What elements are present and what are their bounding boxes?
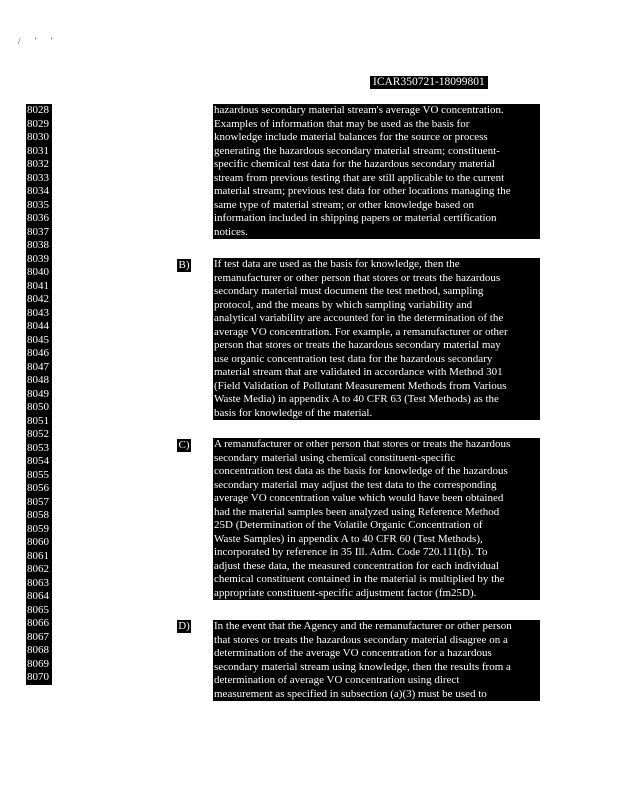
text-line: A remanufacturer or other person that stores or treats the hazardous xyxy=(213,438,540,452)
line-number: 8048 xyxy=(26,374,52,388)
line-number: 8047 xyxy=(26,361,52,375)
line-number: 8053 xyxy=(26,442,52,456)
paragraph-d xyxy=(213,620,540,701)
line-number: 8031 xyxy=(26,145,52,159)
text-line: secondary material must document the test method, sampling xyxy=(213,285,540,299)
text-line: notices. xyxy=(213,226,540,240)
paragraph-c xyxy=(213,438,540,600)
line-number: 8036 xyxy=(26,212,52,226)
paragraph-b xyxy=(213,258,540,420)
line-number: 8049 xyxy=(26,388,52,402)
line-number: 8034 xyxy=(26,185,52,199)
paragraph-marker-c: C) xyxy=(178,439,190,451)
line-number: 8037 xyxy=(26,226,52,240)
paragraph-continuation xyxy=(213,104,540,239)
line-number: 8055 xyxy=(26,469,52,483)
text-line: average VO concentration value which would have been obtained xyxy=(213,492,540,506)
line-number: 8046 xyxy=(26,347,52,361)
line-number: 8062 xyxy=(26,563,52,577)
line-number: 8054 xyxy=(26,455,52,469)
text-line: Examples of information that may be used as the basis for xyxy=(213,118,540,132)
scan-marks: / ' ' xyxy=(18,36,59,46)
paragraph-marker-b: B) xyxy=(178,259,190,271)
text-line: adjust these data, the measured concentration for each individual xyxy=(213,560,540,574)
text-line: that stores or treats the hazardous secondary material disagree on a xyxy=(213,634,540,648)
text-line: appropriate constituent-specific adjustment factor (fm25D). xyxy=(213,587,540,601)
text-line: generating the hazardous secondary material stream; constituent- xyxy=(213,145,540,159)
text-line: hazardous secondary material stream's average VO concentration. xyxy=(213,104,540,118)
line-number: 8044 xyxy=(26,320,52,334)
text-line: In the event that the Agency and the remanufacturer or other person xyxy=(213,620,540,634)
text-line: concentration test data as the basis for knowledge of the hazardous xyxy=(213,465,540,479)
text-line: specific chemical test data for the hazardous secondary material xyxy=(213,158,540,172)
line-number: 8068 xyxy=(26,644,52,658)
line-number: 8063 xyxy=(26,577,52,591)
text-line: analytical variability are accounted for in the determination of the xyxy=(213,312,540,326)
text-line: knowledge include material balances for the source or process xyxy=(213,131,540,145)
line-number: 8039 xyxy=(26,253,52,267)
line-number: 8070 xyxy=(26,671,52,685)
line-number: 8050 xyxy=(26,401,52,415)
text-line: person that stores or treats the hazardous secondary material may xyxy=(213,339,540,353)
line-number: 8067 xyxy=(26,631,52,645)
line-number-column xyxy=(26,104,52,685)
line-number: 8045 xyxy=(26,334,52,348)
line-number: 8040 xyxy=(26,266,52,280)
text-line: material stream; previous test data for other locations managing the xyxy=(213,185,540,199)
text-line: chemical constituent contained in the material is multiplied by the xyxy=(213,573,540,587)
line-number: 8059 xyxy=(26,523,52,537)
line-number: 8035 xyxy=(26,199,52,213)
line-number: 8030 xyxy=(26,131,52,145)
text-line: material stream that are validated in accordance with Method 301 xyxy=(213,366,540,380)
text-line: secondary material stream using knowledge, then the results from a xyxy=(213,661,540,675)
line-number: 8028 xyxy=(26,104,52,118)
text-line: use organic concentration test data for the hazardous secondary xyxy=(213,353,540,367)
text-line: measurement as specified in subsection (a)(3) must be used to xyxy=(213,688,540,702)
text-line: Waste Media) in appendix A to 40 CFR 63 (Test Methods) as the xyxy=(213,393,540,407)
text-line: determination of average VO concentration using direct xyxy=(213,674,540,688)
text-line: If test data are used as the basis for knowledge, then the xyxy=(213,258,540,272)
line-number: 8041 xyxy=(26,280,52,294)
line-number: 8056 xyxy=(26,482,52,496)
document-id-header: ICAR350721-18099801 xyxy=(370,76,488,89)
line-number: 8061 xyxy=(26,550,52,564)
text-line: determination of the average VO concentration for a hazardous xyxy=(213,647,540,661)
line-number: 8043 xyxy=(26,307,52,321)
line-number: 8066 xyxy=(26,617,52,631)
text-line: information included in shipping papers or material certification xyxy=(213,212,540,226)
text-line: stream from previous testing that are still applicable to the current xyxy=(213,172,540,186)
paragraph-marker-d: D) xyxy=(178,620,190,632)
text-line: remanufacturer or other person that stores or treats the hazardous xyxy=(213,272,540,286)
line-number: 8069 xyxy=(26,658,52,672)
text-line: Waste Samples) in appendix A to 40 CFR 60 (Test Methods), xyxy=(213,533,540,547)
text-line: secondary material using chemical constituent-specific xyxy=(213,452,540,466)
line-number: 8064 xyxy=(26,590,52,604)
text-line: 25D (Determination of the Volatile Organic Concentration of xyxy=(213,519,540,533)
text-line: protocol, and the means by which sampling variability and xyxy=(213,299,540,313)
line-number: 8032 xyxy=(26,158,52,172)
text-line: incorporated by reference in 35 Ill. Adm. Code 720.111(b). To xyxy=(213,546,540,560)
text-line: basis for knowledge of the material. xyxy=(213,407,540,421)
line-number: 8060 xyxy=(26,536,52,550)
line-number: 8057 xyxy=(26,496,52,510)
text-line: average VO concentration. For example, a remanufacturer or other xyxy=(213,326,540,340)
line-number: 8058 xyxy=(26,509,52,523)
line-number: 8065 xyxy=(26,604,52,618)
line-number: 8052 xyxy=(26,428,52,442)
line-number: 8038 xyxy=(26,239,52,253)
text-line: had the material samples been analyzed using Reference Method xyxy=(213,506,540,520)
text-line: same type of material stream; or other knowledge based on xyxy=(213,199,540,213)
line-number: 8029 xyxy=(26,118,52,132)
text-line: secondary material may adjust the test data to the corresponding xyxy=(213,479,540,493)
line-number: 8033 xyxy=(26,172,52,186)
line-number: 8051 xyxy=(26,415,52,429)
line-number: 8042 xyxy=(26,293,52,307)
text-line: (Field Validation of Pollutant Measurement Methods from Various xyxy=(213,380,540,394)
